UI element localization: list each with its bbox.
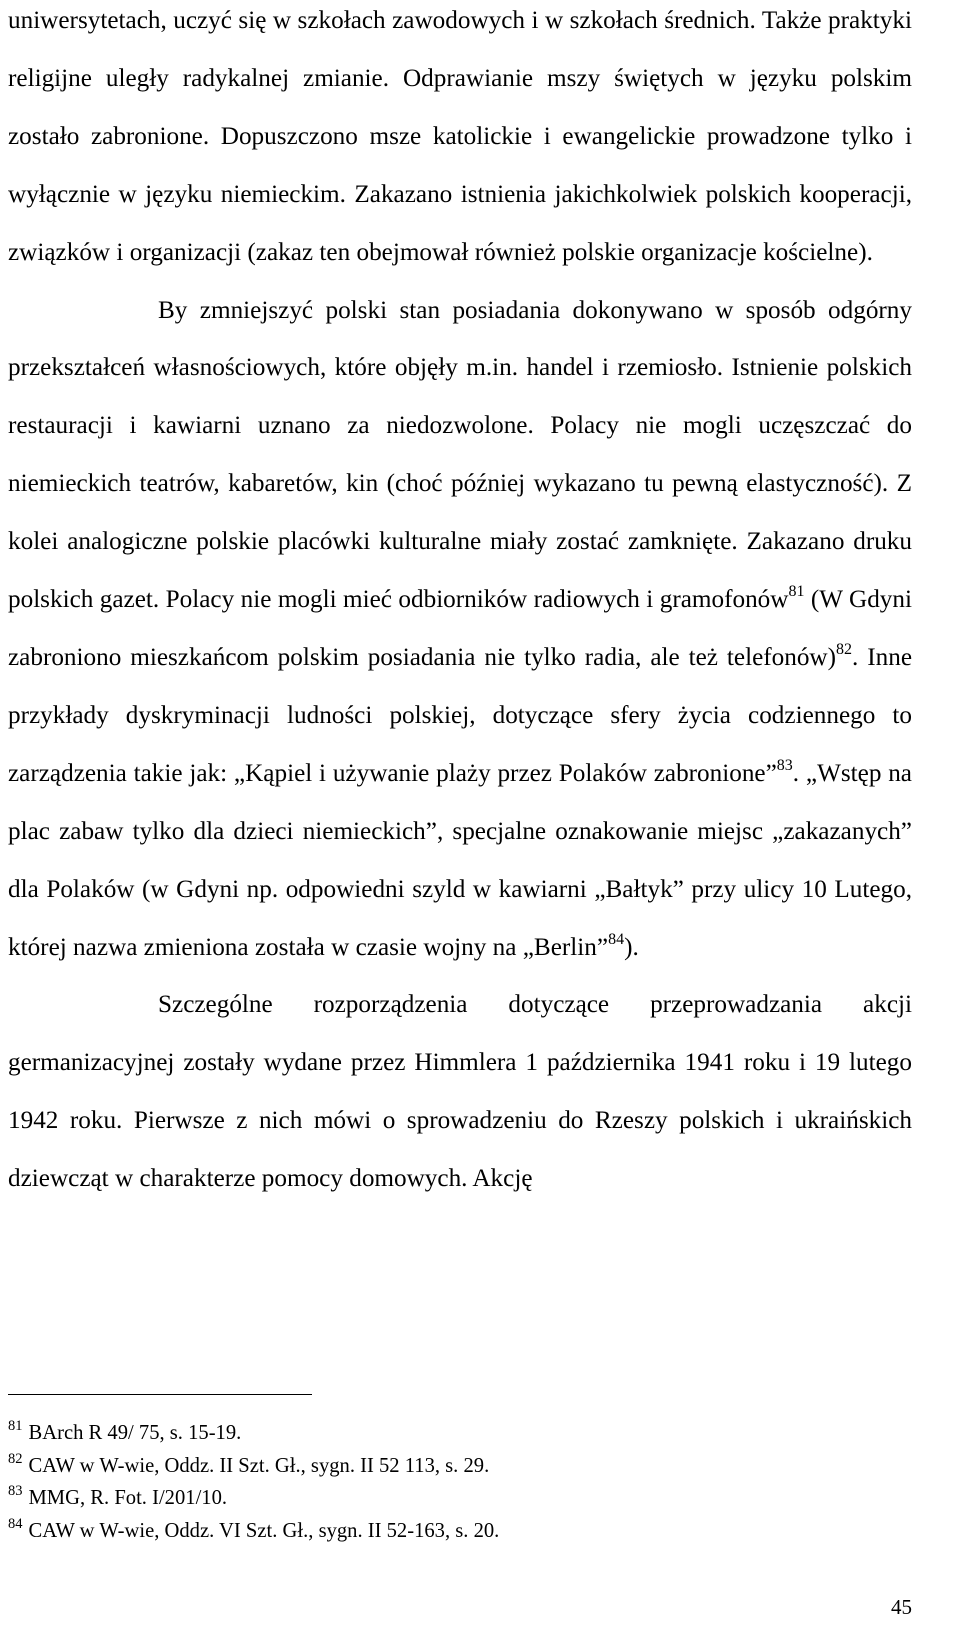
footnote-text: CAW w W-wie, Oddz. VI Szt. Gł., sygn. II 52-163, s. 20.	[28, 1519, 500, 1542]
footnote-81	[8, 1418, 912, 1451]
footnote-number: 82	[8, 1450, 23, 1467]
footnotes-list	[8, 1418, 912, 1548]
footnote-ref-82[interactable]: 82	[836, 640, 853, 658]
paragraph-2-text-3: . Inne przykłady dyskryminacji ludności polskiej, dotyczące sfery życia codziennego to zarządzenia takie jak: „Kąpiel i używanie plaży przez Polaków zabronione”	[8, 643, 912, 787]
footnote-separator	[8, 1394, 312, 1395]
paragraph-2	[8, 282, 912, 977]
paragraph-1-text: uniwersytetach, uczyć się w szkołach zawodowych i w szkołach średnich. Także praktyki religijne uległy radykalnej zmianie. Odprawianie mszy świętych w języku polskim zostało zabronione. Dopuszczono msze katolickie i ewangelickie prowadzone tylko i wyłącznie w języku niemieckim. Zakazano istnienia jakichkolwiek polskich kooperacji, związków i organizacji (zakaz ten obejmował również polskie organizacje kościelne).	[8, 7, 912, 266]
paragraph-3	[8, 976, 912, 1208]
footnote-ref-81[interactable]: 81	[788, 583, 805, 601]
footnote-84	[8, 1516, 912, 1549]
footnote-text: MMG, R. Fot. I/201/10.	[28, 1487, 228, 1509]
paragraph-2-text-4: . „Wstęp na plac zabaw tylko dla dzieci niemieckich”, specjalne oznakowanie miejsc „zakazanych” dla Polaków (w Gdyni np. odpowiedni szyld w kawiarni „Bałtyk” przy ulicy 10 Lutego, której nazwa zmieniona została w czasie wojny na „Berlin”	[8, 759, 912, 961]
paragraph-2-text-1: By zmniejszyć polski stan posiadania dokonywano w sposób odgórny przekształceń własnościowych, które objęły m.in. handel i rzemiosło. Istnienie polskich restauracji i kawiarni uznano za niedozwolone. Polacy nie mogli uczęszczać do niemieckich teatrów, kabaretów, kin (choć później wykazano tu pewną elastyczność). Z kolei analogiczne polskie placówki kulturalne miały zostać zamknięte. Zakazano druku polskich gazet. Polacy nie mogli mieć odbiorników radiowych i gramofonów	[8, 296, 912, 614]
footnote-82	[8, 1451, 912, 1484]
footnote-number: 84	[8, 1515, 23, 1532]
footnote-text: BArch R 49/ 75, s. 15-19.	[28, 1422, 242, 1444]
footnote-ref-84[interactable]: 84	[608, 930, 625, 948]
paragraph-2-text-2: (W Gdyni zabroniono mieszkańcom polskim posiadania nie tylko radia, ale też telefonów)	[8, 586, 912, 671]
paragraph-2-text-5: ).	[624, 933, 639, 961]
footnote-83	[8, 1483, 912, 1516]
paragraph-1	[8, 0, 912, 282]
footnote-number: 83	[8, 1483, 23, 1499]
footnote-number: 81	[8, 1418, 23, 1434]
body-text	[8, 0, 912, 1208]
footnote-text: CAW w W-wie, Oddz. II Szt. Gł., sygn. II 52 113, s. 29.	[28, 1454, 490, 1477]
page-number: 45	[891, 1595, 912, 1619]
paragraph-3-text: Szczególne rozporządzenia dotyczące przeprowadzania akcji germanizacyjnej zostały wydane przez Himmlera 1 października 1941 roku i 19 lutego 1942 roku. Pierwsze z nich mówi o sprowadzeniu do Rzeszy polskich i ukraińskich dziewcząt w charakterze pomocy domowych. Akcję	[8, 991, 912, 1193]
footnote-ref-83[interactable]: 83	[776, 756, 793, 774]
document-page	[8, 0, 912, 1640]
